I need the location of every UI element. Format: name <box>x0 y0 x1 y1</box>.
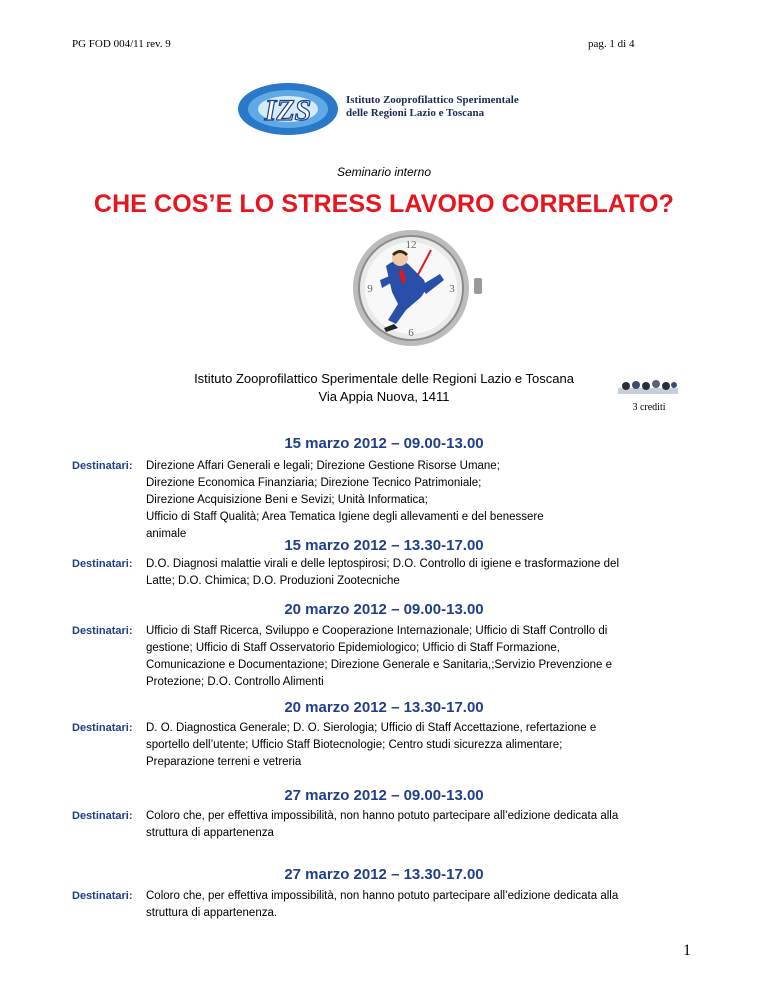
svg-text:6: 6 <box>408 327 414 339</box>
page-reference: pag. 1 di 4 <box>588 38 635 50</box>
institute-address: Via Appia Nuova, 1411 <box>318 389 450 404</box>
session-4-label: Destinatari: <box>72 722 133 734</box>
credits-label: 3 crediti <box>632 402 666 413</box>
logo-wordmark <box>346 94 519 120</box>
page-number: 1 <box>683 942 691 959</box>
institute-name: Istituto Zooprofilattico Sperimentale delle Regioni Lazio e Toscana <box>194 371 574 386</box>
document-code: PG FOD 004/11 rev. 9 <box>72 38 171 50</box>
session-2-date: 15 marzo 2012 – 13.30-17.00 <box>284 537 484 554</box>
session-5-date: 27 marzo 2012 – 09.00-13.00 <box>284 787 484 804</box>
session-1-date: 15 marzo 2012 – 09.00-13.00 <box>284 435 484 452</box>
svg-text:IZS: IZS <box>264 94 312 127</box>
ecm-audience-icon <box>618 378 678 394</box>
izs-emblem-icon <box>236 80 346 138</box>
session-2-recipients: D.O. Diagnosi malattie virali e delle leptospirosi; D.O. Controllo di igiene e trasformazione del Latte; D.O. Chimica; D.O. Produzioni Zootecniche <box>146 558 619 587</box>
session-4-date: 20 marzo 2012 – 13.30-17.00 <box>284 699 484 716</box>
logo-line-2: delle Regioni Lazio e Toscana <box>346 107 485 119</box>
session-3-date: 20 marzo 2012 – 09.00-13.00 <box>284 601 484 618</box>
page-title: CHE COS’E LO STRESS LAVORO CORRELATO? <box>93 190 675 218</box>
session-6-date: 27 marzo 2012 – 13.30-17.00 <box>284 866 484 883</box>
seminar-type: Seminario interno <box>336 165 432 179</box>
credits-block <box>618 378 680 413</box>
logo-line-1: Istituto Zooprofilattico Sperimentale <box>346 94 519 106</box>
running-clock-illustration <box>336 228 486 348</box>
session-2-label: Destinatari: <box>72 558 133 570</box>
session-3-recipients: Ufficio di Staff Ricerca, Sviluppo e Cooperazione Internazionale; Ufficio di Staff Controllo di gestione; Ufficio di Staff Osservatorio Epidemiologico; Ufficio di Staff Formazione, Comunicazione e Documentazione; Direzione Generale e Sanitaria,;Servizio Prevenzione e Protezione; D.O. Controllo Alimenti <box>146 625 613 688</box>
session-5-recipients: Coloro che, per effettiva impossibilità, non hanno potuto partecipare all’edizione dedicata alla struttura di appartenenza <box>146 810 619 839</box>
session-5-label: Destinatari: <box>72 810 133 822</box>
svg-text:12: 12 <box>405 239 417 251</box>
session-6-recipients: Coloro che, per effettiva impossibilità, non hanno potuto partecipare all’edizione dedicata alla struttura di appartenenza. <box>146 890 619 919</box>
svg-text:9: 9 <box>367 283 373 295</box>
session-3-label: Destinatari: <box>72 625 133 637</box>
izs-logo <box>236 80 520 138</box>
session-6-label: Destinatari: <box>72 890 133 902</box>
svg-text:3: 3 <box>449 283 455 295</box>
session-4-recipients: D. O. Diagnostica Generale; D. O. Sierologia; Ufficio di Staff Accettazione, refertazione e sportello dell’utente; Ufficio Staff Biotecnologie; Centro studi sicurezza alimentare; Preparazione terreni e vetreria <box>146 722 597 768</box>
session-1-label: Destinatari: <box>72 460 133 472</box>
session-1-recipients: Direzione Affari Generali e legali; Direzione Gestione Risorse Umane; Direzione Economica Finanziaria; Direzione Tecnico Patrimoniale; Direzione Acquisizione Beni e Sevizi; Unità Informatica; Ufficio di Staff Qualità; Area Tematica Igiene degli allevamenti e del benessere animale <box>146 460 544 540</box>
